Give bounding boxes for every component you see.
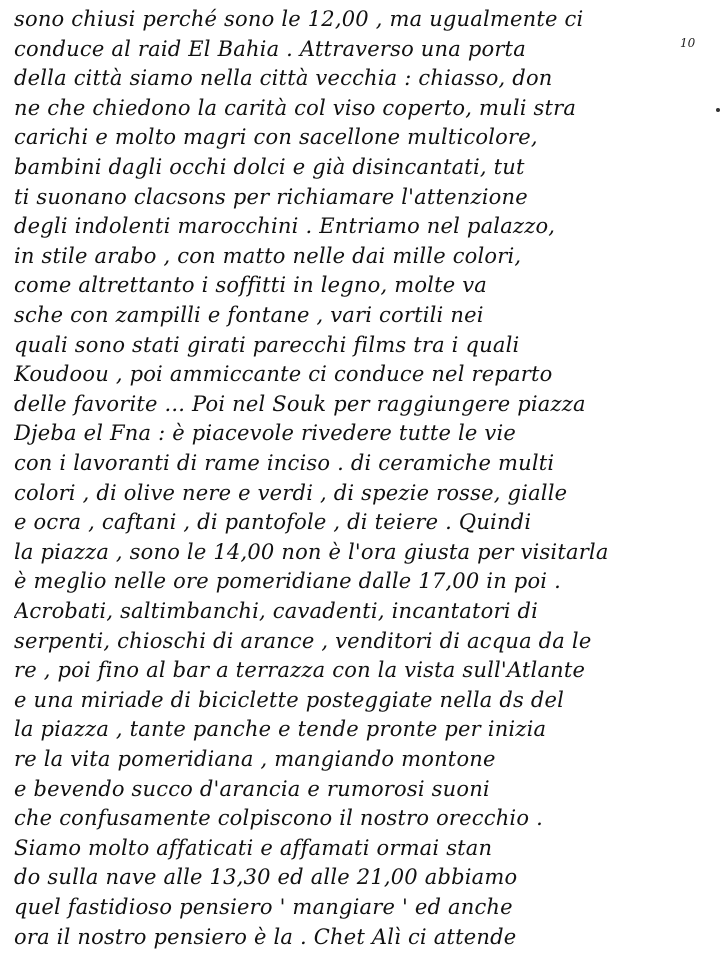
handwritten-line: do sulla nave alle 13,30 ed alle 21,00 abbiamo (14, 865, 518, 890)
handwritten-line: come altrettanto i soffitti in legno, molte va (14, 273, 488, 298)
handwritten-line: delle favorite ... Poi nel Souk per raggiungere piazza (14, 391, 586, 416)
handwritten-line: sono chiusi perché sono le 12,00 , ma ugualmente ci (14, 7, 584, 31)
handwritten-line: sche con zampilli e fontane , vari cortili nei (14, 303, 484, 327)
handwritten-line: in stile arabo , con matto nelle dai mille colori, (14, 243, 522, 268)
handwritten-line: Acrobati, saltimbanchi, cavadenti, incantatori di (14, 599, 539, 623)
handwritten-line: che confusamente colpiscono il nostro orecchio . (14, 806, 543, 831)
handwritten-line: con i lavoranti di rame inciso . di ceramiche multi (14, 451, 555, 475)
handwritten-line: ti suonano clacsons per richiamare l'attenzione (14, 184, 528, 209)
handwritten-line: re , poi fino al bar a terrazza con la vista sull'Atlante (14, 658, 586, 683)
handwritten-line: la piazza , sono le 14,00 non è l'ora giusta per visitarla (14, 539, 609, 564)
handwritten-line: colori , di olive nere e verdi , di spezie rosse, gialle (14, 480, 568, 505)
handwritten-line: quel fastidioso pensiero ' mangiare ' ed anche (14, 895, 513, 919)
handwritten-line: della città siamo nella città vecchia : chiasso, don (14, 66, 553, 91)
handwritten-line: ora il nostro pensiero è la . Chet Alì ci attende (14, 924, 517, 949)
handwritten-line: la piazza , tante panche e tende pronte per inizia (14, 717, 547, 742)
handwritten-line: Siamo molto affaticati e affamati ormai stan (14, 835, 493, 860)
handwritten-line: è meglio nelle ore pomeridiane dalle 17,00 in poi . (14, 569, 561, 594)
margin-page-number: 10 (680, 36, 696, 50)
handwritten-line: quali sono stati girati parecchi films tra i quali (14, 332, 520, 357)
handwritten-line: Djeba el Fna : è piacevole rivedere tutte le vie (14, 421, 517, 446)
handwritten-line: carichi e molto magri con sacellone multicolore, (14, 125, 538, 150)
handwritten-line: e bevendo succo d'arancia e rumorosi suoni (14, 776, 490, 801)
handwritten-line: e ocra , caftani , di pantofole , di teiere . Quindi (14, 510, 532, 535)
handwritten-line: bambini dagli occhi dolci e già disincantati, tut (14, 155, 525, 179)
handwritten-line: re la vita pomeridiana , mangiando montone (14, 747, 496, 771)
handwritten-line: ne che chiedono la carità col viso coperto, muli stra (14, 95, 577, 120)
handwritten-line: degli indolenti marocchini . Entriamo nel palazzo, (14, 214, 556, 239)
handwritten-line: e una miriade di biciclette posteggiate nella ds del (14, 687, 565, 712)
handwritten-line: conduce al raid El Bahia . Attraverso una porta (14, 36, 526, 61)
handwritten-line: serpenti, chioschi di arance , venditori di acqua da le (14, 628, 592, 653)
handwritten-line: Koudoou , poi ammiccante ci conduce nel reparto (14, 362, 553, 387)
